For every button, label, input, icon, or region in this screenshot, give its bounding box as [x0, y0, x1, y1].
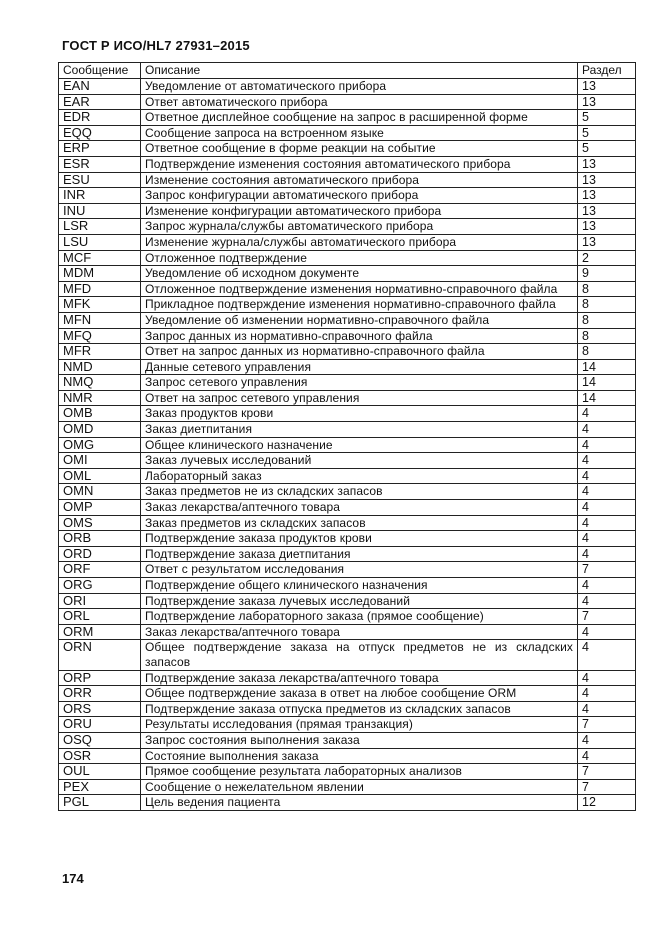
- cell-message-code: ORN: [59, 640, 141, 670]
- cell-message-code: NMQ: [59, 375, 141, 391]
- cell-section: 4: [578, 468, 636, 484]
- cell-description: Заказ лекарства/аптечного товара: [141, 624, 578, 640]
- cell-section: 13: [578, 94, 636, 110]
- cell-section: 4: [578, 748, 636, 764]
- cell-description: Ответ на запрос сетевого управления: [141, 390, 578, 406]
- table-row: [59, 94, 636, 110]
- table-row: [59, 624, 636, 640]
- cell-description: Отложенное подтверждение: [141, 250, 578, 266]
- cell-description: Запрос сетевого управления: [141, 375, 578, 391]
- cell-message-code: MFK: [59, 297, 141, 313]
- cell-description: Данные сетевого управления: [141, 359, 578, 375]
- cell-message-code: OMD: [59, 422, 141, 438]
- table-row: [59, 281, 636, 297]
- cell-message-code: OSR: [59, 748, 141, 764]
- cell-message-code: INR: [59, 188, 141, 204]
- message-table: [58, 62, 636, 811]
- table-row: [59, 640, 636, 670]
- cell-description: Заказ диетпитания: [141, 422, 578, 438]
- cell-section: 4: [578, 531, 636, 547]
- cell-description: Подтверждение изменения состояния автоматического прибора: [141, 156, 578, 172]
- table-row: [59, 701, 636, 717]
- cell-section: 13: [578, 79, 636, 95]
- cell-message-code: PGL: [59, 795, 141, 811]
- cell-description: Ответ автоматического прибора: [141, 94, 578, 110]
- cell-description: Цель ведения пациента: [141, 795, 578, 811]
- cell-message-code: ORI: [59, 593, 141, 609]
- table-row: [59, 141, 636, 157]
- cell-section: 4: [578, 640, 636, 670]
- table-row: [59, 188, 636, 204]
- cell-description: Подтверждение лабораторного заказа (прямое сообщение): [141, 609, 578, 625]
- cell-section: 14: [578, 359, 636, 375]
- cell-message-code: ESR: [59, 156, 141, 172]
- cell-description: Запрос состояния выполнения заказа: [141, 732, 578, 748]
- table-row: [59, 686, 636, 702]
- cell-section: 13: [578, 156, 636, 172]
- table-row: [59, 795, 636, 811]
- cell-section: 4: [578, 701, 636, 717]
- column-header-section: Раздел: [578, 63, 636, 79]
- cell-description: Сообщение о нежелательном явлении: [141, 779, 578, 795]
- cell-description: Заказ лекарства/аптечного товара: [141, 500, 578, 516]
- cell-description: Изменение журнала/службы автоматического прибора: [141, 234, 578, 250]
- cell-message-code: ORB: [59, 531, 141, 547]
- cell-message-code: NMD: [59, 359, 141, 375]
- table-row: [59, 437, 636, 453]
- cell-message-code: EAR: [59, 94, 141, 110]
- cell-message-code: OMP: [59, 500, 141, 516]
- cell-section: 7: [578, 717, 636, 733]
- cell-message-code: EQQ: [59, 125, 141, 141]
- cell-section: 9: [578, 266, 636, 282]
- table-row: [59, 156, 636, 172]
- table-header-row: [59, 63, 636, 79]
- table-row: [59, 732, 636, 748]
- table-row: [59, 390, 636, 406]
- cell-message-code: OMN: [59, 484, 141, 500]
- cell-section: 4: [578, 670, 636, 686]
- cell-section: 7: [578, 609, 636, 625]
- cell-description: Сообщение запроса на встроенном языке: [141, 125, 578, 141]
- cell-section: 8: [578, 344, 636, 360]
- table-row: [59, 748, 636, 764]
- cell-description: Уведомление об изменении нормативно-справочного файла: [141, 312, 578, 328]
- cell-message-code: ORP: [59, 670, 141, 686]
- cell-message-code: ORR: [59, 686, 141, 702]
- cell-section: 4: [578, 406, 636, 422]
- cell-message-code: OMS: [59, 515, 141, 531]
- table-row: [59, 344, 636, 360]
- cell-section: 13: [578, 234, 636, 250]
- cell-description: Подтверждение общего клинического назначения: [141, 578, 578, 594]
- cell-description: Прямое сообщение результата лабораторных анализов: [141, 764, 578, 780]
- table-row: [59, 453, 636, 469]
- table-row: [59, 593, 636, 609]
- column-header-message: Сообщение: [59, 63, 141, 79]
- table-row: [59, 312, 636, 328]
- cell-section: 14: [578, 375, 636, 391]
- cell-description: Подтверждение заказа отпуска предметов из складских запасов: [141, 701, 578, 717]
- cell-message-code: PEX: [59, 779, 141, 795]
- cell-message-code: MDM: [59, 266, 141, 282]
- table-row: [59, 562, 636, 578]
- cell-message-code: ORG: [59, 578, 141, 594]
- cell-section: 4: [578, 500, 636, 516]
- table-row: [59, 250, 636, 266]
- cell-description: Уведомление об исходном документе: [141, 266, 578, 282]
- table-row: [59, 234, 636, 250]
- table-row: [59, 172, 636, 188]
- cell-description: Заказ продуктов крови: [141, 406, 578, 422]
- cell-section: 4: [578, 546, 636, 562]
- table-row: [59, 203, 636, 219]
- cell-message-code: LSR: [59, 219, 141, 235]
- cell-section: 13: [578, 203, 636, 219]
- table-row: [59, 219, 636, 235]
- cell-section: 4: [578, 515, 636, 531]
- cell-description: Подтверждение заказа диетпитания: [141, 546, 578, 562]
- cell-section: 13: [578, 188, 636, 204]
- cell-message-code: MFN: [59, 312, 141, 328]
- cell-description: Общее клинического назначение: [141, 437, 578, 453]
- cell-section: 5: [578, 125, 636, 141]
- table-row: [59, 125, 636, 141]
- cell-section: 4: [578, 578, 636, 594]
- page-number: 174: [62, 871, 84, 886]
- cell-section: 7: [578, 779, 636, 795]
- table-row: [59, 764, 636, 780]
- cell-description: Изменение конфигурации автоматического прибора: [141, 203, 578, 219]
- cell-section: 4: [578, 437, 636, 453]
- table-body: [59, 79, 636, 811]
- cell-message-code: OMI: [59, 453, 141, 469]
- cell-description: Ответное дисплейное сообщение на запрос в расширенной форме: [141, 110, 578, 126]
- table-row: [59, 578, 636, 594]
- cell-description: Подтверждение заказа лучевых исследований: [141, 593, 578, 609]
- cell-message-code: ERP: [59, 141, 141, 157]
- cell-description: Запрос конфигурации автоматического прибора: [141, 188, 578, 204]
- cell-section: 5: [578, 141, 636, 157]
- cell-section: 13: [578, 172, 636, 188]
- cell-description: Отложенное подтверждение изменения нормативно-справочного файла: [141, 281, 578, 297]
- cell-message-code: ESU: [59, 172, 141, 188]
- cell-section: 12: [578, 795, 636, 811]
- cell-section: 4: [578, 453, 636, 469]
- table-row: [59, 717, 636, 733]
- column-header-description: Описание: [141, 63, 578, 79]
- cell-section: 7: [578, 562, 636, 578]
- cell-description: Состояние выполнения заказа: [141, 748, 578, 764]
- cell-section: 7: [578, 764, 636, 780]
- cell-message-code: OUL: [59, 764, 141, 780]
- cell-description: Подтверждение заказа лекарства/аптечного товара: [141, 670, 578, 686]
- cell-description: Заказ предметов из складских запасов: [141, 515, 578, 531]
- cell-section: 8: [578, 312, 636, 328]
- cell-message-code: LSU: [59, 234, 141, 250]
- table-row: [59, 406, 636, 422]
- cell-section: 4: [578, 422, 636, 438]
- cell-message-code: OSQ: [59, 732, 141, 748]
- cell-message-code: ORS: [59, 701, 141, 717]
- cell-description: Запрос данных из нормативно-справочного файла: [141, 328, 578, 344]
- cell-message-code: OMB: [59, 406, 141, 422]
- cell-section: 13: [578, 219, 636, 235]
- cell-section: 8: [578, 297, 636, 313]
- cell-description: Ответное сообщение в форме реакции на событие: [141, 141, 578, 157]
- cell-description: Заказ лучевых исследований: [141, 453, 578, 469]
- table-row: [59, 468, 636, 484]
- cell-description: Уведомление от автоматического прибора: [141, 79, 578, 95]
- cell-message-code: EDR: [59, 110, 141, 126]
- cell-message-code: OMG: [59, 437, 141, 453]
- table-row: [59, 609, 636, 625]
- cell-section: 4: [578, 624, 636, 640]
- table-row: [59, 110, 636, 126]
- cell-section: 4: [578, 686, 636, 702]
- table-row: [59, 670, 636, 686]
- cell-message-code: INU: [59, 203, 141, 219]
- cell-description: Общее подтверждение заказа в ответ на любое сообщение ORM: [141, 686, 578, 702]
- cell-message-code: MFR: [59, 344, 141, 360]
- table-row: [59, 328, 636, 344]
- table-row: [59, 515, 636, 531]
- cell-section: 4: [578, 732, 636, 748]
- document-header: ГОСТ Р ИСО/HL7 27931–2015: [62, 38, 250, 53]
- cell-section: 2: [578, 250, 636, 266]
- cell-section: 8: [578, 281, 636, 297]
- cell-description: Изменение состояния автоматического прибора: [141, 172, 578, 188]
- table-row: [59, 500, 636, 516]
- cell-message-code: MFQ: [59, 328, 141, 344]
- cell-message-code: EAN: [59, 79, 141, 95]
- cell-description: Прикладное подтверждение изменения нормативно-справочного файла: [141, 297, 578, 313]
- cell-message-code: ORD: [59, 546, 141, 562]
- cell-section: 14: [578, 390, 636, 406]
- cell-message-code: OML: [59, 468, 141, 484]
- table-row: [59, 266, 636, 282]
- table-row: [59, 779, 636, 795]
- cell-message-code: MCF: [59, 250, 141, 266]
- cell-description: Общее подтверждение заказа на отпуск предметов не из складских запасов: [141, 640, 578, 670]
- cell-message-code: ORF: [59, 562, 141, 578]
- table-row: [59, 375, 636, 391]
- table-row: [59, 531, 636, 547]
- cell-description: Лабораторный заказ: [141, 468, 578, 484]
- cell-description: Подтверждение заказа продуктов крови: [141, 531, 578, 547]
- table-row: [59, 359, 636, 375]
- cell-description: Ответ с результатом исследования: [141, 562, 578, 578]
- cell-message-code: ORL: [59, 609, 141, 625]
- cell-message-code: NMR: [59, 390, 141, 406]
- cell-section: 5: [578, 110, 636, 126]
- cell-description: Запрос журнала/службы автоматического прибора: [141, 219, 578, 235]
- table-row: [59, 297, 636, 313]
- table-row: [59, 79, 636, 95]
- cell-message-code: MFD: [59, 281, 141, 297]
- cell-description: Результаты исследования (прямая транзакция): [141, 717, 578, 733]
- table-row: [59, 484, 636, 500]
- table-row: [59, 422, 636, 438]
- cell-message-code: ORM: [59, 624, 141, 640]
- cell-section: 8: [578, 328, 636, 344]
- cell-section: 4: [578, 484, 636, 500]
- table-row: [59, 546, 636, 562]
- cell-description: Заказ предметов не из складских запасов: [141, 484, 578, 500]
- cell-message-code: ORU: [59, 717, 141, 733]
- cell-description: Ответ на запрос данных из нормативно-справочного файла: [141, 344, 578, 360]
- cell-section: 4: [578, 593, 636, 609]
